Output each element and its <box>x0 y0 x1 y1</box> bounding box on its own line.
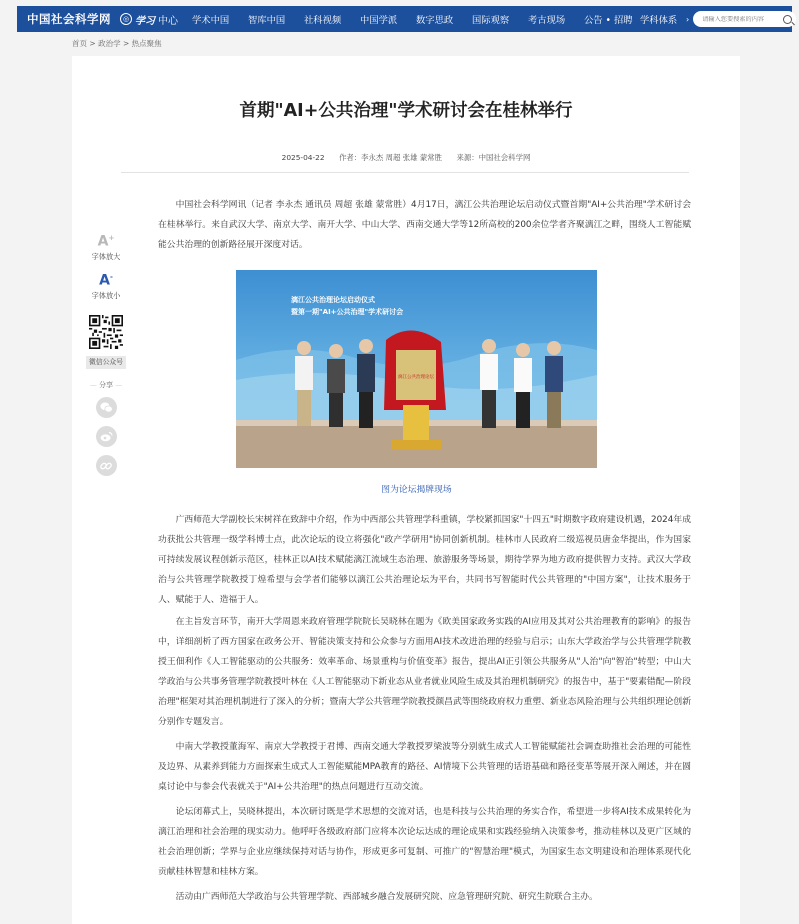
photo-banner-line-2: 暨第一期"AI+公共治理"学术研讨会 <box>291 308 404 316</box>
study-logo-icon: ◎ <box>120 13 132 25</box>
search-input[interactable] <box>702 16 781 23</box>
nav-item-think-tank[interactable]: 智库中国 <box>248 15 286 26</box>
article-meta <box>72 152 740 163</box>
photo-caption: 图为论坛揭牌现场 <box>381 485 452 495</box>
qr-code-icon <box>89 315 123 349</box>
breadcrumb-politics[interactable]: 政治学 <box>98 39 121 48</box>
breadcrumb-hot-topics[interactable]: 热点聚焦 <box>131 39 162 48</box>
font-increase-icon: A+ <box>97 233 115 250</box>
nav-item-disciplines[interactable]: 学科体系 <box>640 15 678 26</box>
breadcrumb <box>72 38 162 49</box>
font-increase-button[interactable] <box>86 231 126 262</box>
share-section <box>86 380 126 390</box>
nav-item-chinese-school[interactable]: 中国学派 <box>360 15 398 26</box>
font-increase-label: 字体放大 <box>91 251 121 261</box>
nav-item-digital-ideology[interactable]: 数字思政 <box>416 15 454 26</box>
main-nav <box>192 12 690 26</box>
title-divider <box>121 172 689 173</box>
event-stage-illustration <box>236 270 597 468</box>
font-decrease-icon: A- <box>99 272 113 289</box>
article-date: 2025-04-22 <box>281 153 325 162</box>
weibo-icon <box>100 431 113 442</box>
link-icon <box>100 460 112 472</box>
nav-item-announcements[interactable]: 公告 • 招聘 <box>584 15 633 26</box>
article-paragraph: 中南大学教授董海军、南京大学教授于君博、西南交通大学教授罗梁波等分别就生成式人工智能赋能社会调查助推社会治理的可能性及边界、从素养到能力方面探索生成式人工智能赋能MPA教育的路径、AI情境下公共管理的话语基础和路径变革等展开深入阐述，并在圆桌讨论中与参会代表就关于"AI+公共治理"的热点问题进行互动交流。 <box>158 742 691 792</box>
nav-item-archaeology[interactable]: 考古现场 <box>528 15 566 26</box>
top-navigation-bar <box>17 6 792 32</box>
article-paragraph: 中国社会科学网讯（记者 李永杰 通讯员 周超 张雄 蒙常胜）4月17日，漓江公共治理论坛启动仪式暨首期"AI+公共治理"学术研讨会在桂林举行。来自武汉大学、南京大学、南开大学、中山大学、西南交通大学等12所高校的200余位学者齐聚漓江之畔，围绕人工智能赋能公共治理的创新路径展开深度对话。 <box>158 200 691 250</box>
article-authors: 作者：李永杰 周超 张雄 蒙常胜 <box>338 153 443 162</box>
breadcrumb-separator: > <box>122 39 130 48</box>
wechat-qr-block <box>86 315 126 369</box>
wechat-icon <box>100 402 113 413</box>
nav-item-academic-china[interactable]: 学术中国 <box>192 15 230 26</box>
study-logo-text: 中心 <box>158 15 178 27</box>
article-paragraph: 论坛闭幕式上，吴晓林提出，本次研讨既是学术思想的交流对话，也是科技与公共治理的务实合作，希望进一步将AI技术成果转化为漓江治理和社会治理的现实动力。他呼吁各级政府部门应将本次论坛达成的理论成果和实践经验纳入决策参考，推动桂林以及更广区域的社会治理创新；学界与企业应继续保持对话与协作，形成更多可复制、可推广的"智慧治理"模式，为国家生态文明建设和治理体系现代化贡献桂林智慧和桂林方案。 <box>158 807 691 877</box>
study-center-logo[interactable] <box>120 12 178 27</box>
share-wechat-button[interactable] <box>86 397 126 418</box>
article-paragraph: 活动由广西师范大学政治与公共管理学院、西部城乡融合发展研究院、应急管理研究院、研究生院联合主办。 <box>175 892 598 902</box>
wechat-qr-label: 微信公众号 <box>86 356 126 369</box>
font-decrease-button[interactable] <box>86 270 126 301</box>
nav-item-video[interactable]: 社科视频 <box>304 15 342 26</box>
photo-plaque-text: 漓江公共治理论坛 <box>398 375 434 380</box>
search-box <box>693 11 796 27</box>
photo-banner-line-1: 漓江公共治理论坛启动仪式 <box>291 296 375 304</box>
article-paragraph: 在主旨发言环节，南开大学周恩来政府管理学院院长吴晓林在题为《欧美国家政务实践的AI应用及其对公共治理教育的影响》的报告中，详细剖析了西方国家在政务公开、智能决策支持和公众参与方面用AI技术改进治理的经验与启示；山东大学政治学与公共管理学院教授王佃利作《人工智能驱动的公共服务：效率革命、场景重构与价值变革》报告，提出AI正引领公共服务从"人治"向"智治"转型；中山大学政治与公共事务管理学院教授叶林在《人工智能驱动下新业态从业者就业风险生成及其治理机制研究》的报告中，基于"要素错配—阶段治理"框架对其治理机制进行了深入的分析；暨南大学公共管理学院教授颜昌武等围绕政府权力重塑、新业态风险治理与公共组织理论创新分别作专题发言。 <box>158 617 691 727</box>
more-arrow-icon[interactable]: › <box>686 14 690 24</box>
study-logo-brand: 学习 <box>135 15 155 27</box>
forum-unveiling-photo <box>236 270 597 468</box>
share-weibo-button[interactable] <box>86 426 126 447</box>
search-icon[interactable] <box>783 15 792 24</box>
font-decrease-label: 字体放小 <box>91 290 121 300</box>
breadcrumb-home[interactable]: 首页 <box>72 39 87 48</box>
site-logo[interactable]: 中国社会科学网 <box>27 12 111 26</box>
article-paragraph: 广西师范大学副校长宋树祥在致辞中介绍，作为中西部公共管理学科重镇，学校紧抓国家"十四五"时期数字政府建设机遇，2024年成功获批公共管理一级学科博士点，此次论坛的设立将强化"政产学研用"协同创新机制。桂林市人民政府二级巡视员唐金华提出，作为国家可持续发展议程创新示范区，桂林正以AI技术赋能漓江流域生态治理、旅游服务等场景，期待学界为地方政府提供智力支持。武汉大学政治与公共管理学院教授丁煌希望与会学者们能够以漓江公共治理论坛为平台，共同书写智能时代公共管理的"中国方案"，让技术服务于人、赋能于人、造福于人。 <box>158 515 691 605</box>
breadcrumb-separator: > <box>89 39 96 48</box>
article-title: 首期"AI+公共治理"学术研讨会在桂林举行 <box>239 101 573 121</box>
share-link-button[interactable] <box>86 455 126 476</box>
nav-item-international[interactable]: 国际观察 <box>472 15 510 26</box>
share-title: — 分享 — <box>89 381 123 389</box>
share-label: 分享 <box>99 381 113 389</box>
article-source: 来源：中国社会科学网 <box>456 153 531 162</box>
